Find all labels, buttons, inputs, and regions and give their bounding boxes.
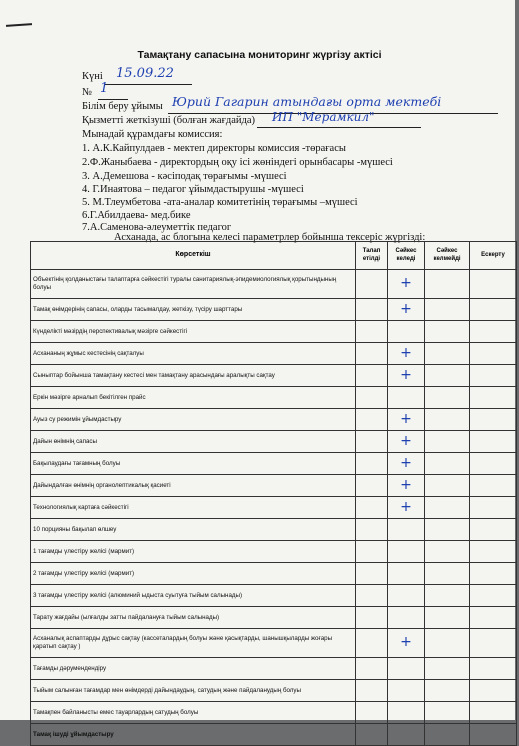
cell-noncompliant: [425, 475, 470, 497]
handwritten-check-mark: +: [400, 410, 412, 427]
row-indicator-label: Сыныптар бойынша тамақтану кестесі мен тамақтану арасындағы аралықты сақтау: [31, 365, 356, 387]
cell-noncompliant: [425, 680, 470, 702]
cell-compliant: [388, 724, 425, 746]
cell-note: [470, 409, 517, 431]
cell-note: [470, 541, 517, 563]
supplier-underline: [257, 127, 421, 128]
cell-note: [470, 321, 517, 343]
row-indicator-label: Бақылаудағы тағамның болуы: [31, 453, 356, 475]
inspection-intro: Асханада, ас блогына келесі параметрлер бойынша тексеріс жүргізді:: [114, 232, 426, 243]
cell-note: [470, 563, 517, 585]
row-indicator-label: 2 тағамды үлестіру желісі (мармит): [31, 563, 356, 585]
commission-member: 1. А.К.Кайпулдаев - мектеп директоры комиссия -төрағасы: [82, 143, 346, 154]
handwritten-check-mark: +: [400, 476, 412, 493]
cell-noncompliant: [425, 585, 470, 607]
cell-compliant: [388, 270, 425, 299]
cell-required: [356, 409, 388, 431]
cell-compliant: [388, 299, 425, 321]
commission-member: 3. А.Демешова - кәсіподақ төрағымы -мүшесі: [82, 171, 287, 182]
org-value: Юрий Гагарин атындағы орта мектебі: [172, 94, 442, 109]
cell-note: [470, 497, 517, 519]
cell-note: [470, 585, 517, 607]
row-indicator-label: Асхананың жұмыс кестесінің сақталуы: [31, 343, 356, 365]
cell-required: [356, 724, 388, 746]
cell-compliant: [388, 702, 425, 724]
cell-compliant: [388, 321, 425, 343]
column-header-note: Ескерту: [470, 242, 517, 270]
row-indicator-label: Асханалық аспаптарды дұрыс сақтау (кассеталардың болуы және қасықтарды, шанышқыларды жоғары қаратып сақтау ): [31, 629, 356, 658]
table-row: [31, 497, 517, 519]
date-value: 15.09.22: [116, 66, 174, 81]
cell-required: [356, 343, 388, 365]
table-row: [31, 724, 517, 746]
cell-note: [470, 658, 517, 680]
row-indicator-label: Технологиялық картаға сәйкестігі: [31, 497, 356, 519]
cell-compliant: [388, 607, 425, 629]
cell-compliant: [388, 519, 425, 541]
table-row: [31, 321, 517, 343]
commission-member: 6.Г.Абилдаева- мед.бике: [82, 210, 191, 221]
table-row: [31, 702, 517, 724]
table-header-row: [31, 242, 517, 270]
row-indicator-label: Еркін мәзірге арналып бекітілген прайс: [31, 387, 356, 409]
cell-required: [356, 387, 388, 409]
row-indicator-label: Дайын өнімнің сапасы: [31, 431, 356, 453]
cell-noncompliant: [425, 563, 470, 585]
cell-noncompliant: [425, 453, 470, 475]
cell-noncompliant: [425, 270, 470, 299]
cell-compliant: [388, 497, 425, 519]
cell-required: [356, 497, 388, 519]
cell-note: [470, 387, 517, 409]
commission-member: 5. М.Тлеумбетова -ата-аналар комитетінің төрағымы –мүшесі: [82, 197, 358, 208]
cell-noncompliant: [425, 607, 470, 629]
cell-required: [356, 431, 388, 453]
cell-required: [356, 321, 388, 343]
date-label: Күні: [82, 71, 103, 82]
cell-required: [356, 541, 388, 563]
row-indicator-label: Күнделікті мәзірдің перспективалық мәзірге сәйкестігі: [31, 321, 356, 343]
handwritten-check-mark: +: [400, 498, 412, 515]
handwritten-check-mark: +: [400, 454, 412, 471]
cell-noncompliant: [425, 409, 470, 431]
row-indicator-label: 10 порцияны бақылап өлшеу: [31, 519, 356, 541]
cell-compliant: [388, 680, 425, 702]
cell-note: [470, 702, 517, 724]
date-underline: [104, 84, 192, 85]
table-row: [31, 519, 517, 541]
table-row: [31, 475, 517, 497]
cell-note: [470, 270, 517, 299]
cell-note: [470, 299, 517, 321]
cell-required: [356, 629, 388, 658]
cell-compliant: [388, 387, 425, 409]
commission-member: 7.А.Саменова-әлеуметтік педагог: [82, 222, 232, 233]
row-indicator-label: Тамақпен байланысты емес тауарлардың сатудың болуы: [31, 702, 356, 724]
table-row: [31, 453, 517, 475]
table-row: [31, 629, 517, 658]
cell-required: [356, 702, 388, 724]
cell-noncompliant: [425, 365, 470, 387]
row-indicator-label: Тамақ өнімдерінің сапасы, оларды тасымалдау, жеткізу, түсіру шарттары: [31, 299, 356, 321]
cell-noncompliant: [425, 658, 470, 680]
cell-compliant: [388, 365, 425, 387]
commission-member: 4. Г.Инаятова – педагог ұйымдастырушы -мүшесі: [82, 184, 304, 195]
table-row: [31, 658, 517, 680]
cell-note: [470, 519, 517, 541]
cell-required: [356, 270, 388, 299]
cell-compliant: [388, 658, 425, 680]
cell-noncompliant: [425, 541, 470, 563]
cell-note: [470, 431, 517, 453]
row-indicator-label: Тарату жағдайы (ылғалды затты пайдалануға тыйым салынады): [31, 607, 356, 629]
column-header-compliant: Сәйкес келеді: [388, 242, 425, 270]
cell-compliant: [388, 541, 425, 563]
row-indicator-label: Дайындалған өнімнің органолептикалық қасиеті: [31, 475, 356, 497]
table-row: [31, 299, 517, 321]
table-row: [31, 431, 517, 453]
cell-noncompliant: [425, 321, 470, 343]
org-label: Білім беру ұйымы: [82, 101, 163, 112]
column-header-noncompliant: Сәйкес келмейді: [425, 242, 470, 270]
handwritten-check-mark: +: [400, 432, 412, 449]
cell-noncompliant: [425, 724, 470, 746]
cell-compliant: [388, 409, 425, 431]
cell-compliant: [388, 629, 425, 658]
cell-note: [470, 475, 517, 497]
cell-required: [356, 475, 388, 497]
supplier-value: ИП "Мерамкил": [272, 110, 375, 124]
cell-compliant: [388, 475, 425, 497]
pen-stroke-mark: [6, 23, 32, 27]
table-row: [31, 409, 517, 431]
cell-note: [470, 680, 517, 702]
cell-note: [470, 724, 517, 746]
number-label: №: [82, 87, 93, 98]
handwritten-check-mark: +: [400, 344, 412, 361]
cell-noncompliant: [425, 387, 470, 409]
cell-required: [356, 658, 388, 680]
commission-intro: Мынадай құрамдағы комиссия:: [82, 129, 223, 140]
cell-noncompliant: [425, 299, 470, 321]
row-indicator-label: 1 тағамды үлестіру желісі (мармит): [31, 541, 356, 563]
cell-note: [470, 629, 517, 658]
table-row: [31, 365, 517, 387]
cell-compliant: [388, 563, 425, 585]
row-indicator-label: Тағамды дәрумендендіру: [31, 658, 356, 680]
table-row: [31, 585, 517, 607]
cell-noncompliant: [425, 431, 470, 453]
cell-noncompliant: [425, 629, 470, 658]
cell-compliant: [388, 431, 425, 453]
cell-noncompliant: [425, 497, 470, 519]
table-row: [31, 607, 517, 629]
cell-compliant: [388, 453, 425, 475]
row-indicator-label: Ауыз су режимін ұйымдастыру: [31, 409, 356, 431]
cell-noncompliant: [425, 343, 470, 365]
row-indicator-label: Объектінің қолданыстағы талаптарға сәйкестігі туралы санитариялық-эпидемиологиялық қорытындының болуы: [31, 270, 356, 299]
row-indicator-label: Тамақ ішуді ұйымдастыру: [31, 724, 356, 746]
supplier-label: Қызметті жеткізуші (болған жағдайда): [82, 115, 256, 126]
cell-required: [356, 299, 388, 321]
row-indicator-label: Тыйым салынған тағамдар мен өнімдерді дайындаудың, сатудың және пайдаланудың болуы: [31, 680, 356, 702]
number-value: 1: [100, 81, 109, 96]
cell-compliant: [388, 343, 425, 365]
cell-required: [356, 680, 388, 702]
row-indicator-label: 3 тағамды үлестіру желісі (алюминий ыдыста суытуға тыйым салынады): [31, 585, 356, 607]
document-title: Тамақтану сапасына мониторинг жүргізу актісі: [137, 49, 382, 61]
handwritten-check-mark: +: [400, 366, 412, 383]
cell-noncompliant: [425, 702, 470, 724]
cell-required: [356, 585, 388, 607]
column-header-required: Талап етілді: [356, 242, 388, 270]
number-underline: [98, 99, 128, 100]
cell-required: [356, 453, 388, 475]
table-row: [31, 541, 517, 563]
cell-note: [470, 365, 517, 387]
table-row: [31, 387, 517, 409]
table-row: [31, 270, 517, 299]
commission-member: 2.Ф.Жаныбаева - директордың оқу ісі жөніндегі орынбасары -мүшесі: [82, 157, 393, 168]
table-row: [31, 563, 517, 585]
monitoring-table: [30, 241, 517, 746]
cell-required: [356, 563, 388, 585]
cell-required: [356, 607, 388, 629]
cell-required: [356, 365, 388, 387]
table-row: [31, 680, 517, 702]
cell-noncompliant: [425, 519, 470, 541]
handwritten-check-mark: +: [400, 634, 412, 651]
handwritten-check-mark: +: [400, 300, 412, 317]
cell-compliant: [388, 585, 425, 607]
cell-note: [470, 343, 517, 365]
table-row: [31, 343, 517, 365]
cell-required: [356, 519, 388, 541]
column-header-indicator: Көрсеткіш: [31, 242, 356, 270]
handwritten-check-mark: +: [400, 275, 412, 292]
cell-note: [470, 453, 517, 475]
cell-note: [470, 607, 517, 629]
